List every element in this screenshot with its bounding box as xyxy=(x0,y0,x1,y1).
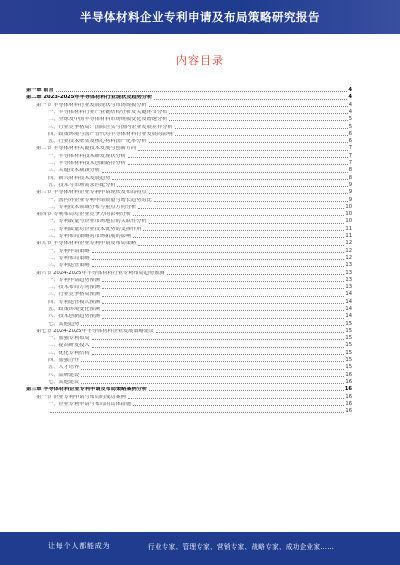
toc-entry[interactable] xyxy=(26,232,352,239)
toc-heading: 内容目录 xyxy=(176,54,224,67)
toc-entry[interactable] xyxy=(26,385,352,392)
toc-leader-dots xyxy=(149,193,348,194)
toc-entry-page: 5 xyxy=(348,123,352,130)
toc-entry-page: 15 xyxy=(345,349,352,356)
toc-leader-dots xyxy=(169,120,347,121)
toc-leader-dots xyxy=(167,274,345,275)
toc-leader-dots xyxy=(102,296,345,297)
toc-leader-dots xyxy=(112,179,347,180)
toc-entry-page: 16 xyxy=(345,408,352,415)
toc-leader-dots xyxy=(92,252,345,253)
toc-leader-dots xyxy=(128,157,348,158)
toc-entry[interactable] xyxy=(26,268,352,275)
toc-entry-label: 二、技术布局方向预测 xyxy=(48,285,100,291)
toc-entry-label: 一、企业专利申请与布局的具体措施 xyxy=(48,401,132,407)
toc-leader-dots xyxy=(156,332,344,333)
toc-entry-label: 七、其他趋势 xyxy=(48,321,80,327)
toc-leader-dots xyxy=(133,215,344,216)
toc-entry-label: 二、提高研发投入 xyxy=(48,343,90,349)
toc-entry[interactable] xyxy=(26,166,352,173)
toc-leader-dots xyxy=(133,405,344,406)
toc-entry-label: 第七节 2024-2025年半导体材料企业发展策略建议 xyxy=(36,328,155,334)
toc-entry[interactable] xyxy=(26,86,352,93)
toc-entry-label: 五、行业技术壁垒及核心材料国产化率分析 xyxy=(48,139,147,145)
toc-leader-dots xyxy=(149,223,345,224)
toc-entry-page: 13 xyxy=(345,276,352,283)
toc-entry[interactable] xyxy=(26,210,352,217)
toc-entry-page: 7 xyxy=(348,145,352,152)
toc-entry-label: 第六节 2024-2025年半导体材料行业专利布局趋势预测 xyxy=(36,270,165,276)
toc-leader-dots xyxy=(92,259,345,260)
toc-entry[interactable] xyxy=(26,407,352,414)
toc-entry[interactable] xyxy=(26,320,352,327)
toc-entry[interactable] xyxy=(26,181,352,188)
toc-entry-label: 第四节 专利布局对企业竞争力的影响分析 xyxy=(36,212,132,218)
toc-entry-page: 5 xyxy=(348,116,352,123)
toc-entry-page: 4 xyxy=(348,87,352,94)
toc-leader-dots xyxy=(102,172,348,173)
toc-entry[interactable] xyxy=(26,188,352,195)
toc-entry-page: 10 xyxy=(345,218,352,225)
toc-entry-page: 12 xyxy=(345,247,352,254)
toc-leader-dots xyxy=(81,369,344,370)
toc-entry-page: 9 xyxy=(348,189,352,196)
toc-leader-dots xyxy=(81,376,344,377)
toc-entry[interactable] xyxy=(26,312,352,319)
toc-entry-label: 五、政策环境变化预测 xyxy=(48,307,100,312)
toc-entry-page: 4 xyxy=(348,108,352,115)
toc-entry-page: 16 xyxy=(345,378,352,385)
toc-entry[interactable] xyxy=(26,356,352,363)
toc-entry[interactable] xyxy=(26,239,352,246)
toc-entry-label: 二、全球及中国半导体材料市场规模变化及增速分析 xyxy=(48,117,168,123)
toc-entry[interactable] xyxy=(26,159,352,166)
toc-entry-label: 三、行业竞争格局预测 xyxy=(48,292,100,298)
toc-entry-page: 9 xyxy=(348,181,352,188)
toc-entry-label: 二、专利技术领域分布与重点方向分析 xyxy=(48,204,137,210)
toc-leader-dots xyxy=(102,281,345,282)
toc-entry[interactable] xyxy=(26,334,352,341)
toc-entry-page: 6 xyxy=(348,130,352,137)
toc-entry[interactable] xyxy=(26,349,352,356)
toc-entry-page: 15 xyxy=(345,342,352,349)
toc-leader-dots xyxy=(92,339,345,340)
toc-leader-dots xyxy=(102,318,345,319)
toc-entry-label: 第二节 半导体材料关键技术发展与创新方向 xyxy=(36,146,137,152)
toc-entry[interactable] xyxy=(26,130,352,137)
toc-entry-label: 三、行业竞争格局：国际巨头与国内企业发展差异分析 xyxy=(48,124,173,130)
toc-entry-page: 4 xyxy=(348,94,352,101)
toc-leader-dots xyxy=(56,91,348,92)
toc-entry-page: 14 xyxy=(345,313,352,320)
toc-entry-label: 第一节 企业专利申请与布局的成功案例 xyxy=(36,394,126,400)
toc-entry-label: 四、新兴材料技术发展趋势 xyxy=(48,175,111,181)
toc-leader-dots xyxy=(154,201,348,202)
toc-entry[interactable] xyxy=(26,341,352,348)
toc-entry[interactable] xyxy=(26,101,352,108)
toc-entry[interactable] xyxy=(26,195,352,202)
toc-entry[interactable] xyxy=(26,93,352,100)
footer-slogan: 让每个人都能成为 xyxy=(48,542,111,550)
footer-tagline: 行业专家、管理专家、营销专家、战略专家、成功企业家…… xyxy=(148,543,335,551)
toc-leader-dots xyxy=(128,398,345,399)
toc-entry-label: 六、品牌建设 xyxy=(48,372,80,378)
toc-entry-label: 一、国内外企业专利申请数量与增长趋势对比 xyxy=(48,197,152,203)
toc-entry-label: 五、人才培养 xyxy=(48,365,80,371)
toc-entry[interactable] xyxy=(26,392,352,399)
toc-entry[interactable] xyxy=(26,137,352,144)
toc-entry-page: 15 xyxy=(345,357,352,364)
toc-entry-label: 四、专利运营模式预测 xyxy=(48,299,100,305)
toc-leader-dots xyxy=(138,245,344,246)
toc-entry[interactable] xyxy=(26,217,352,224)
toc-entry-label: 第一节 半导体材料行业发展现状与市场规模分析 xyxy=(36,102,147,108)
toc-leader-dots xyxy=(81,361,344,362)
toc-leader-dots xyxy=(138,150,347,151)
toc-entry-label: 三、优化专利结构 xyxy=(48,350,90,356)
toc-entry[interactable] xyxy=(26,305,352,312)
toc-entry-page: 8 xyxy=(348,174,352,181)
toc-entry-page: 7 xyxy=(348,160,352,167)
toc-entry-page: 14 xyxy=(345,291,352,298)
toc-entry-label: 第五节 半导体材料企业专利申请及布局策略 xyxy=(36,241,137,247)
toc-entry[interactable] xyxy=(26,174,352,181)
toc-leader-dots xyxy=(175,128,348,129)
toc-leader-dots xyxy=(133,237,344,238)
toc-entry-page: 12 xyxy=(345,240,352,247)
toc-entry-page: 11 xyxy=(345,233,352,240)
toc-leader-dots xyxy=(128,164,348,165)
toc-leader-dots xyxy=(102,303,345,304)
toc-entry-page: 13 xyxy=(345,262,352,269)
toc-entry-label: 七、其他建议 xyxy=(48,379,80,385)
toc-entry-page: 15 xyxy=(345,335,352,342)
toc-leader-dots xyxy=(149,390,344,391)
toc-entry-page: 8 xyxy=(348,167,352,174)
toc-entry[interactable] xyxy=(26,203,352,210)
toc-leader-dots xyxy=(102,310,345,311)
toc-entry[interactable] xyxy=(26,290,352,297)
toc-entry[interactable] xyxy=(26,152,352,159)
toc-entry[interactable] xyxy=(26,327,352,334)
toc-entry-label: 五、技术与市场需求匹配分析 xyxy=(48,182,116,188)
toc-entry-label: 第二章 2023-2025年半导体材料行业现状及趋势分析 xyxy=(26,95,153,101)
toc-entry-label: 三、关键技术瓶颈分析 xyxy=(48,168,100,174)
toc-entry-label: 三、专利布局策略对市场拓展的影响 xyxy=(48,234,132,240)
toc-entry-page: 6 xyxy=(348,138,352,145)
toc-entry[interactable] xyxy=(26,261,352,268)
toc-entry-label: 一、专利数量与企业市场地位的关联性分析 xyxy=(48,219,147,225)
toc-entry-page: 15 xyxy=(345,364,352,371)
toc-entry-page: 14 xyxy=(345,306,352,312)
toc-leader-dots xyxy=(169,113,347,114)
toc-entry-label: 二、专利布局策略 xyxy=(48,255,90,261)
toc-entry-label: 第三节 半导体材料企业专利申请现状及布局特点 xyxy=(36,190,147,196)
toc-entry-page: 14 xyxy=(345,298,352,305)
toc-entry-label: 三、专利运营策略 xyxy=(48,263,90,269)
toc-entry-label: 二、专利质量对企业技术优势的支撑作用 xyxy=(48,226,142,232)
toc-entry-label: 四、加强合作 xyxy=(48,358,80,364)
toc-entry[interactable] xyxy=(26,254,352,261)
toc-entry-label: 一、半导体材料行业产业链结构分析及关键环节分布 xyxy=(48,109,168,115)
toc-entry[interactable] xyxy=(26,225,352,232)
toc-leader-dots xyxy=(50,412,344,413)
toc-leader-dots xyxy=(117,186,347,187)
toc-entry[interactable] xyxy=(26,298,352,305)
toc-entry[interactable] xyxy=(26,283,352,290)
table-of-contents xyxy=(26,86,352,414)
toc-entry-page: 16 xyxy=(345,400,352,407)
report-header-bar xyxy=(0,0,400,34)
toc-entry-label: 六、技术创新趋势预测 xyxy=(48,314,100,320)
toc-entry-page: 15 xyxy=(345,320,352,327)
toc-entry-page: 11 xyxy=(345,225,352,232)
toc-entry-page: 13 xyxy=(345,269,352,276)
toc-entry-page: 16 xyxy=(345,393,352,400)
toc-leader-dots xyxy=(175,135,348,136)
toc-entry-label: 二、半导体材料技术创新路径分析 xyxy=(48,161,126,167)
toc-leader-dots xyxy=(149,106,348,107)
toc-entry-page: 10 xyxy=(345,203,352,210)
toc-entry-label: 第一章 前言 xyxy=(26,88,54,94)
toc-entry[interactable] xyxy=(26,276,352,283)
toc-entry-page: 13 xyxy=(345,284,352,291)
toc-entry[interactable] xyxy=(26,247,352,254)
toc-entry-page: 16 xyxy=(345,371,352,378)
toc-leader-dots xyxy=(149,142,348,143)
toc-entry-page: 7 xyxy=(348,152,352,159)
toc-entry[interactable] xyxy=(26,122,352,129)
toc-entry-page: 15 xyxy=(345,327,352,334)
toc-entry[interactable] xyxy=(26,378,352,385)
toc-leader-dots xyxy=(92,266,345,267)
toc-entry-label: 四、政策环境与国产替代对半导体材料行业发展的影响 xyxy=(48,131,173,137)
toc-entry[interactable] xyxy=(26,400,352,407)
toc-entry[interactable] xyxy=(26,363,352,370)
toc-entry-label: 一、专利申请趋势预测 xyxy=(48,277,100,283)
toc-entry-page: 12 xyxy=(345,254,352,261)
toc-leader-dots xyxy=(138,208,344,209)
toc-entry-label: 第三章 半导体材料企业专利申请及布局策略案例分析 xyxy=(26,387,148,393)
toc-entry-page: 9 xyxy=(348,196,352,203)
toc-leader-dots xyxy=(81,383,344,384)
toc-leader-dots xyxy=(92,347,345,348)
toc-leader-dots xyxy=(143,230,344,231)
toc-entry-page: 4 xyxy=(348,101,352,108)
toc-leader-dots xyxy=(92,354,345,355)
toc-entry[interactable] xyxy=(26,144,352,151)
toc-entry-page: 10 xyxy=(345,211,352,218)
toc-entry[interactable] xyxy=(26,115,352,122)
toc-entry[interactable] xyxy=(26,108,352,115)
toc-leader-dots xyxy=(154,99,347,100)
toc-leader-dots xyxy=(81,325,344,326)
report-title: 半导体材料企业专利申请及布局策略研究报告 xyxy=(80,10,320,24)
toc-entry-page: 16 xyxy=(344,386,352,393)
toc-entry[interactable] xyxy=(26,371,352,378)
toc-entry-label: 一、专利申请策略 xyxy=(48,248,90,254)
toc-entry-label: 一、加强专利布局 xyxy=(48,336,90,342)
toc-entry-label: 一、半导体材料技术研发现状分析 xyxy=(48,153,126,159)
toc-leader-dots xyxy=(102,288,345,289)
